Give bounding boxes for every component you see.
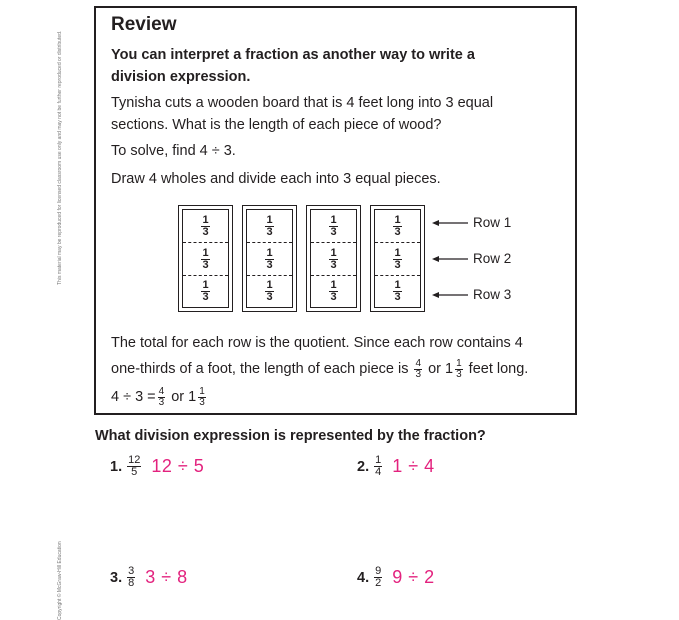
draw-text: Draw 4 wholes and divide each into 3 equal pieces. [111,171,441,187]
board-whole-1 [178,205,233,312]
board-piece: $\frac{1}{3}$ [375,242,420,275]
row-label-2: Row 2 [432,251,511,266]
exercise-3: 3. $\frac{3}{8}$ 3 ÷ 8 [110,565,188,589]
question-text: What division expression is represented by the fraction? [95,428,486,444]
board-piece: $\frac{1}{3}$ [183,275,228,308]
board-whole-2 [242,205,297,312]
board-whole-3 [306,205,361,312]
board-piece: $\frac{1}{3}$ [247,242,292,275]
side-publisher-notice: Copyright © McGraw-Hill Education [57,541,63,620]
board-piece: $\frac{1}{3}$ [247,275,292,308]
total-line-1: The total for each row is the quotient. Since each row contains 4 [111,335,523,351]
board-piece: $\frac{1}{3}$ [311,275,356,308]
answer-1: 12 ÷ 5 [151,456,205,476]
board-piece: $\frac{1}{3}$ [266,213,273,238]
board-piece: $\frac{1}{3}$ [375,275,420,308]
arrow-left-icon [432,291,468,299]
total-line-2: one-thirds of a foot, the length of each piece is $\frac{4}{3}$ or 1 $\frac{1}{3}$ feet long. [111,357,529,380]
problem-line-2: sections. What is the length of each piece of wood? [111,117,442,133]
exercise-4: 4. $\frac{9}{2}$ 9 ÷ 2 [357,565,435,589]
problem-line-1: Tynisha cuts a wooden board that is 4 feet long into 3 equal [111,95,494,111]
intro-line-2: division expression. [111,69,251,85]
board-whole-4 [370,205,425,312]
fraction-one-third: $\frac{1}{3}$ [456,357,462,380]
exercise-1: 1. $\frac{12}{5}$ 12 ÷ 5 [110,454,205,478]
solve-text: To solve, find 4 ÷ 3. [111,143,236,159]
board-piece: $\frac{1}{3}$ [330,213,337,238]
answer-3: 3 ÷ 8 [145,567,188,587]
equation: 4 ÷ 3 = $\frac{4}{3}$ or 1 $\frac{1}{3}$ [111,385,205,408]
fraction-four-thirds: $\frac{4}{3}$ [158,385,165,408]
fraction-four-thirds: $\frac{4}{3}$ [415,357,422,380]
review-heading: Review [111,14,177,35]
intro-text [111,44,475,88]
answer-4: 9 ÷ 2 [392,567,435,587]
fraction-one-third: $\frac{1}{3}$ [199,385,205,408]
exercise-2: 2. $\frac{1}{4}$ 1 ÷ 4 [357,454,435,478]
arrow-left-icon [432,219,468,227]
board-piece: $\frac{1}{3}$ [183,242,228,275]
row-label-3: Row 3 [432,287,511,302]
review-box [94,6,577,415]
board-piece: $\frac{1}{3}$ [394,213,401,238]
arrow-left-icon [432,255,468,263]
intro-line-1: You can interpret a fraction as another way to write a [111,47,475,63]
side-copyright-notice: This material may be reproduced for licensed classroom use only and may not be further reproduced or distributed. [57,30,63,285]
problem-text [111,92,493,136]
board-piece: $\frac{1}{3}$ [311,242,356,275]
board-piece: $\frac{1}{3}$ [202,213,209,238]
row-label-1: Row 1 [432,215,511,230]
answer-2: 1 ÷ 4 [392,456,435,476]
